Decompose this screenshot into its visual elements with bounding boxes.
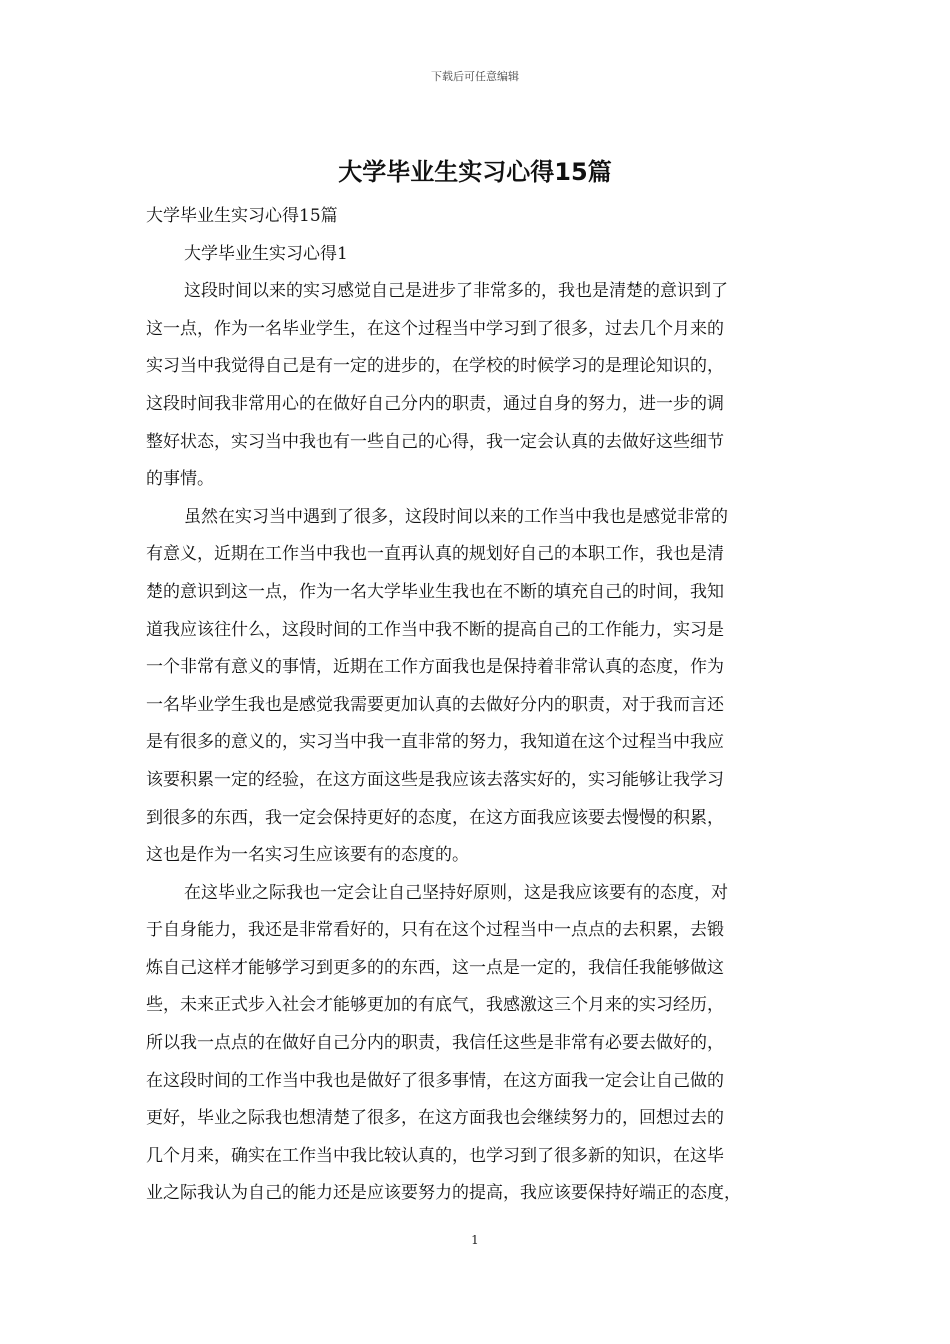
text-line: 到很多的东西，我一定会保持更好的态度，在这方面我应该要去慢慢的积累， (146, 807, 724, 828)
text-line: 几个月来，确实在工作当中我比较认真的，也学习到了很多新的知识，在这毕 (146, 1145, 724, 1166)
text-line: 在这毕业之际我也一定会让自己坚持好原则，这是我应该要有的态度，对 (184, 882, 728, 903)
text-line: 一名毕业学生我也是感觉我需要更加认真的去做好分内的职责，对于我而言还 (146, 694, 724, 715)
text-line: 楚的意识到这一点，作为一名大学毕业生我也在不断的填充自己的时间，我知 (146, 581, 724, 602)
text-line: 虽然在实习当中遇到了很多，这段时间以来的工作当中我也是感觉非常的 (184, 506, 728, 527)
text-line: 道我应该往什么，这段时间的工作当中我不断的提高自己的工作能力，实习是 (146, 619, 724, 640)
text-line: 炼自己这样才能够学习到更多的的东西，这一点是一定的，我信任我能够做这 (146, 957, 724, 978)
paragraph-1 (146, 273, 808, 499)
page-number: 1 (471, 1233, 479, 1247)
text-line: 在这段时间的工作当中我也是做好了很多事情，在这方面我一定会让自己做的 (146, 1070, 724, 1091)
document-subtitle: 大学毕业生实习心得15篇 (146, 206, 338, 226)
text-line: 这段时间我非常用心的在做好自己分内的职责，通过自身的努力，进一步的调 (146, 393, 724, 414)
paragraph-2 (146, 499, 808, 875)
text-line: 这段时间以来的实习感觉自己是进步了非常多的，我也是清楚的意识到了 (184, 281, 728, 302)
text-line: 业之际我认为自己的能力还是应该要努力的提高，我应该要保持好端正的态度， (146, 1183, 741, 1204)
text-line: 所以我一点点的在做好自己分内的职责，我信任这些是非常有必要去做好的， (146, 1033, 724, 1054)
text-line: 该要积累一定的经验，在这方面这些是我应该去落实好的，实习能够让我学习 (146, 769, 724, 790)
text-line: 这也是作为一名实习生应该要有的态度的。 (146, 845, 469, 866)
text-line: 一个非常有意义的事情，近期在工作方面我也是保持着非常认真的态度，作为 (146, 657, 724, 678)
text-line: 的事情。 (146, 469, 214, 490)
page-title: 大学毕业生实习心得15篇 (338, 158, 612, 186)
text-line: 这一点，作为一名毕业学生，在这个过程当中学习到了很多，过去几个月来的 (146, 318, 724, 339)
text-line: 些，未来正式步入社会才能够更加的有底气，我感激这三个月来的实习经历， (146, 995, 724, 1016)
text-line: 更好，毕业之际我也想清楚了很多，在这方面我也会继续努力的，回想过去的 (146, 1108, 724, 1129)
header-note: 下载后可任意编辑 (431, 70, 519, 83)
text-line: 于自身能力，我还是非常看好的，只有在这个过程当中一点点的去积累，去锻 (146, 920, 724, 941)
text-line: 有意义，近期在工作当中我也一直再认真的规划好自己的本职工作，我也是清 (146, 544, 724, 565)
document-body (146, 198, 808, 1213)
text-line: 是有很多的意义的，实习当中我一直非常的努力，我知道在这个过程当中我应 (146, 732, 724, 753)
text-line: 实习当中我觉得自己是有一定的进步的，在学校的时候学习的是理论知识的， (146, 356, 724, 377)
section-heading: 大学毕业生实习心得1 (184, 243, 348, 264)
text-line: 整好状态，实习当中我也有一些自己的心得，我一定会认真的去做好这些细节 (146, 431, 724, 452)
paragraph-3 (146, 875, 808, 1213)
